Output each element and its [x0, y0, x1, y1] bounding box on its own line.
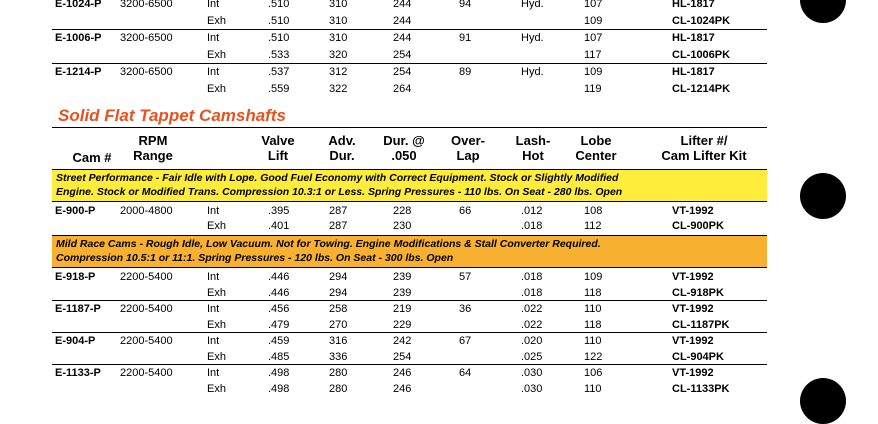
header-rpm: RPM Range	[133, 133, 173, 163]
cell-lift: .498	[268, 383, 290, 395]
cell-lift: .485	[268, 351, 290, 363]
cell-lifter: CL-900PK	[672, 220, 724, 232]
cell-ie: Int	[207, 0, 220, 10]
cell-lifter: CL-1024PK	[672, 15, 731, 27]
cell-lobe: 107	[584, 0, 603, 10]
band-line: Engine. Stock or Modified Trans. Compression 10.3:1 or Less. Spring Pressures - 110 lbs. On Seat - 280 lbs. Open	[56, 186, 623, 198]
cell-lash: Hyd.	[521, 66, 544, 78]
section-title: Solid Flat Tappet Camshafts	[58, 106, 286, 125]
cell-lobe: 109	[584, 271, 603, 283]
cell-lifter: CL-1133PK	[672, 383, 730, 395]
table-row	[0, 0, 780, 12]
street-performance-band	[52, 169, 767, 202]
cell-lift: .533	[268, 49, 290, 61]
cell-cam: E-1133-P	[55, 367, 101, 379]
cell-overlap: 91	[459, 32, 472, 44]
cell-lifter: VT-1992	[672, 335, 714, 347]
cell-adv: 270	[329, 319, 348, 331]
header-lash: Lash- Hot	[515, 133, 551, 163]
cell-dur: 264	[393, 83, 412, 95]
cell-rpm: 2200-5400	[120, 303, 173, 315]
cell-lobe: 110	[584, 383, 602, 395]
cell-cam: E-1024-P	[55, 0, 102, 10]
header-overlap: Over- Lap	[451, 133, 485, 163]
cell-adv: 287	[329, 205, 348, 217]
cell-lifter: HL-1817	[672, 32, 715, 44]
binder-hole	[800, 378, 846, 424]
cell-ie: Int	[207, 66, 220, 78]
cell-ie: Exh	[207, 319, 226, 331]
cell-lobe: 110	[584, 303, 602, 315]
cell-lobe: 122	[584, 351, 603, 363]
table-row	[0, 333, 780, 349]
cell-lift: .401	[268, 220, 290, 232]
cell-rpm: 2200-5400	[120, 367, 173, 379]
cell-dur: 239	[393, 271, 412, 283]
cell-lash: .012	[521, 205, 543, 217]
cell-lifter: CL-1214PK	[672, 83, 731, 95]
cell-ie: Exh	[207, 15, 226, 27]
cell-lifter: VT-1992	[672, 303, 714, 315]
row-divider	[52, 29, 767, 30]
band-line: Mild Race Cams - Rough Idle, Low Vacuum. Not for Towing. Engine Modifications & Stall Converter Required.	[56, 238, 601, 250]
cell-rpm: 2200-5400	[120, 271, 173, 283]
cell-lobe: 107	[584, 32, 603, 44]
cell-ie: Int	[207, 32, 220, 44]
cell-cam: E-918-P	[55, 271, 96, 283]
cell-lash: .018	[521, 220, 543, 232]
cell-lift: .498	[268, 367, 290, 379]
cell-cam: E-1214-P	[55, 66, 102, 78]
cell-lift: .459	[268, 335, 290, 347]
cell-overlap: 57	[459, 271, 472, 283]
table-row	[0, 81, 780, 97]
cell-cam: E-904-P	[55, 335, 96, 347]
band-line: Compression 10.5:1 or 11:1. Spring Pressures - 120 lbs. On Seat - 300 lbs. Open	[56, 252, 454, 264]
cell-dur: 244	[393, 32, 412, 44]
cell-dur: 229	[393, 319, 412, 331]
row-divider	[52, 63, 767, 64]
header-adv-dur: Adv. Dur.	[328, 133, 356, 163]
cell-cam: E-1006-P	[55, 32, 102, 44]
cell-dur: 246	[393, 367, 412, 379]
cell-lobe: 117	[584, 49, 602, 61]
table-row	[0, 30, 780, 46]
cell-adv: 312	[329, 66, 348, 78]
cell-overlap: 94	[459, 0, 472, 10]
header-valve-lift: Valve Lift	[261, 133, 295, 163]
cell-lash: .025	[521, 351, 543, 363]
cell-dur: 254	[393, 351, 412, 363]
table-row	[0, 64, 780, 80]
cell-lifter: VT-1992	[672, 271, 714, 283]
table-row	[0, 349, 780, 365]
cell-lifter: VT-1992	[672, 205, 714, 217]
cell-lobe: 112	[584, 220, 602, 232]
cell-ie: Int	[207, 205, 220, 217]
cell-overlap: 67	[459, 335, 472, 347]
cell-lifter: CL-918PK	[672, 287, 724, 299]
cell-lift: .446	[268, 271, 290, 283]
cell-lift: .479	[268, 319, 290, 331]
cell-lift: .510	[268, 32, 290, 44]
cell-dur: 246	[393, 383, 412, 395]
cell-overlap: 66	[459, 205, 472, 217]
cell-dur: 242	[393, 335, 412, 347]
binder-hole	[800, 173, 846, 219]
cell-dur: 254	[393, 66, 412, 78]
cell-lobe: 109	[584, 66, 603, 78]
cell-rpm: 2200-5400	[120, 335, 173, 347]
cell-adv: 310	[329, 15, 348, 27]
cell-lifter: HL-1817	[672, 66, 715, 78]
cell-overlap: 89	[459, 66, 472, 78]
cell-adv: 322	[329, 83, 348, 95]
cell-dur: 254	[393, 49, 412, 61]
cell-ie: Exh	[207, 383, 226, 395]
cell-adv: 280	[329, 367, 348, 379]
cell-adv: 316	[329, 335, 348, 347]
cell-ie: Exh	[207, 351, 226, 363]
cell-lash: .030	[521, 367, 543, 379]
cell-lobe: 118	[584, 287, 602, 299]
cell-lift: .510	[268, 0, 290, 10]
cell-lash: Hyd.	[521, 32, 544, 44]
cell-adv: 280	[329, 383, 348, 395]
cell-ie: Exh	[207, 83, 226, 95]
cell-adv: 310	[329, 32, 348, 44]
cell-lift: .510	[268, 15, 290, 27]
cell-lash: Hyd.	[521, 0, 544, 10]
cell-dur: 230	[393, 220, 412, 232]
cell-lash: .022	[521, 319, 543, 331]
cell-ie: Int	[207, 335, 220, 347]
cell-lash: .030	[521, 383, 543, 395]
cell-dur: 219	[393, 303, 412, 315]
cell-adv: 294	[329, 271, 348, 283]
mild-race-band	[52, 235, 767, 268]
cell-overlap: 36	[459, 303, 472, 315]
header-lobe-center: Lobe Center	[575, 133, 617, 163]
cell-lobe: 108	[584, 205, 603, 217]
header-dur-050: Dur. @ .050	[383, 133, 425, 163]
cell-ie: Int	[207, 271, 220, 283]
cell-lifter: HL-1817	[672, 0, 715, 10]
binder-hole	[800, 0, 846, 23]
cell-adv: 310	[329, 0, 348, 10]
cell-lash: .018	[521, 271, 543, 283]
cell-rpm: 3200-6500	[120, 32, 173, 44]
cell-ie: Int	[207, 367, 220, 379]
table-row	[0, 269, 780, 285]
cell-lifter: CL-1187PK	[672, 319, 730, 331]
cell-overlap: 64	[459, 367, 472, 379]
cell-cam: E-900-P	[55, 205, 96, 217]
cell-lobe: 106	[584, 367, 603, 379]
cell-lash: .018	[521, 287, 543, 299]
cell-lifter: CL-1006PK	[672, 49, 731, 61]
cell-dur: 228	[393, 205, 412, 217]
table-row	[0, 301, 780, 317]
cell-cam: E-1187-P	[55, 303, 101, 315]
header-lifter: Lifter #/ Cam Lifter Kit	[661, 133, 747, 163]
cell-adv: 294	[329, 287, 348, 299]
table-row	[0, 218, 780, 234]
table-row	[0, 13, 780, 29]
table-row	[0, 365, 780, 381]
cell-lifter: VT-1992	[672, 367, 714, 379]
cell-lobe: 119	[584, 83, 602, 95]
cell-rpm: 3200-6500	[120, 0, 173, 10]
cell-lobe: 109	[584, 15, 603, 27]
cell-dur: 244	[393, 15, 412, 27]
cell-adv: 258	[329, 303, 348, 315]
table-row	[0, 317, 780, 333]
cell-lobe: 118	[584, 319, 602, 331]
cell-lash: .020	[521, 335, 543, 347]
title-rule	[52, 127, 767, 128]
cell-dur: 244	[393, 0, 412, 10]
cell-lobe: 110	[584, 335, 602, 347]
table-row	[0, 285, 780, 301]
cell-adv: 287	[329, 220, 348, 232]
cell-dur: 239	[393, 287, 412, 299]
cell-ie: Int	[207, 303, 220, 315]
table-row	[0, 203, 780, 219]
cell-lift: .456	[268, 303, 290, 315]
cell-ie: Exh	[207, 287, 226, 299]
cell-ie: Exh	[207, 49, 226, 61]
cell-adv: 336	[329, 351, 348, 363]
cell-lift: .395	[268, 205, 290, 217]
cell-lash: .022	[521, 303, 543, 315]
band-line: Street Performance - Fair Idle with Lope. Good Fuel Economy with Correct Equipment. Stock or Slightly Modified	[56, 172, 619, 184]
cell-lifter: CL-904PK	[672, 351, 724, 363]
table-row	[0, 47, 780, 63]
cell-rpm: 3200-6500	[120, 66, 173, 78]
cell-lift: .446	[268, 287, 290, 299]
cell-ie: Exh	[207, 220, 226, 232]
table-row	[0, 381, 780, 397]
cell-lift: .537	[268, 66, 290, 78]
header-cam: Cam #	[72, 150, 112, 165]
cell-adv: 320	[329, 49, 348, 61]
cell-rpm: 2000-4800	[120, 205, 173, 217]
cell-lift: .559	[268, 83, 290, 95]
